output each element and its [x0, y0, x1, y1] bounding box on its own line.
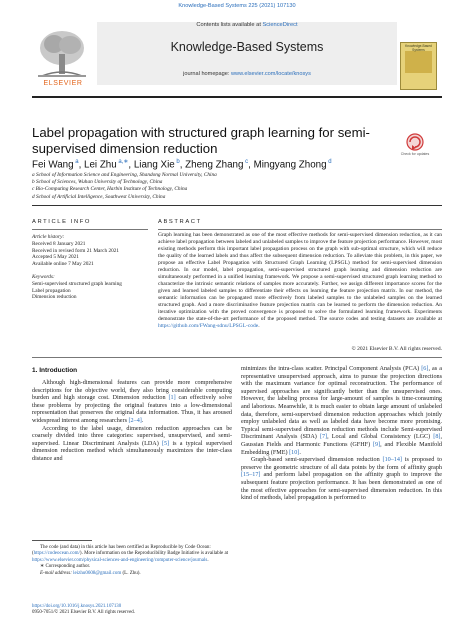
text-run: can effectively solve these problems by projecting the original features into a low-dimensional representation that preserves the original data information. Thus, it has aroused widespread interest among researchers: [32, 395, 232, 424]
abstract-text: [158, 232, 442, 330]
author-name[interactable]: , Mingyang Zhong: [248, 159, 327, 171]
text-run: .: [207, 557, 209, 563]
body-column-left: [32, 380, 232, 464]
author-name[interactable]: , Lei Zhu: [78, 159, 117, 171]
citation-link[interactable]: [9]: [372, 441, 381, 448]
homepage-link[interactable]: www.elsevier.com/locate/knosys: [231, 71, 311, 77]
footnotes: [32, 545, 232, 577]
author-affil-mark[interactable]: c: [243, 159, 249, 165]
elsevier-badge-link[interactable]: https://www.elsevier.com/physical-sciences-and-engineering/computer-science/journals: [32, 557, 208, 563]
footnote-rule: [32, 540, 92, 541]
affiliation-item: c Bio-Computing Research Center, Harbin Institute of Technology, China: [32, 186, 188, 193]
author-list: [32, 158, 442, 170]
code-ocean-note: [32, 545, 232, 564]
header-rule: [32, 96, 442, 98]
abstract-end: .: [258, 323, 260, 329]
affiliation-item: d School of Artificial Intelligence, Southwest University, China: [32, 193, 166, 200]
email-link[interactable]: leizhu0608@gmail.com: [73, 570, 122, 576]
text-run: minimizes the intra-class scatter. Principal Component Analysis (PCA): [241, 366, 422, 372]
paragraph: [241, 457, 442, 503]
publication-info: [32, 604, 232, 616]
text-run: Graph-based semi-supervised dimension reduction: [251, 457, 383, 464]
code-repo-link[interactable]: https://github.com/FWang-sdnu/LPSGL-code: [158, 323, 259, 329]
elsevier-wordmark: ELSEVIER: [43, 80, 83, 87]
citation-link[interactable]: [7]: [319, 434, 328, 441]
author-name[interactable]: Fei Wang: [32, 159, 74, 171]
text-run: is a typical supervised dimension reduction method which simultaneously maximizes the inter-class distance and: [32, 440, 232, 462]
abstract-heading: ABSTRACT: [158, 219, 202, 225]
author-name[interactable]: , Zheng Zhang: [179, 159, 244, 171]
citation-link[interactable]: [2–4]: [128, 417, 142, 424]
history-line: Received in revised form 21 March 2021: [32, 247, 120, 254]
text-run: , Gaussian Fields and Harmonic Functions (GFHF): [241, 434, 442, 448]
affiliation-list: [32, 172, 442, 201]
author-name[interactable]: , Liang Xie: [128, 159, 175, 171]
text-run: is proposed to preserve the geometric structure of all data points by the form of affinity graph: [241, 457, 442, 471]
contents-prefix: Contents lists available at: [196, 22, 263, 28]
cover-title: Knowledge-Based Systems: [405, 44, 432, 52]
article-info-body: [32, 234, 150, 301]
journal-name: Knowledge-Based Systems: [170, 40, 324, 54]
author-affil-mark[interactable]: a: [73, 159, 79, 165]
paragraph: [32, 380, 232, 426]
email-note: [32, 571, 232, 577]
author-affil-mark[interactable]: b: [174, 159, 180, 165]
contents-line: [97, 22, 397, 28]
check-for-updates-icon[interactable]: [390, 131, 440, 161]
keywords-label: Keywords:: [32, 273, 55, 280]
citation-link[interactable]: [6]: [421, 366, 429, 372]
abstract-rule: [158, 229, 442, 230]
elsevier-tree-logo: [32, 24, 92, 86]
citation-link[interactable]: [10–14]: [382, 457, 402, 464]
citation-link[interactable]: [10]: [289, 449, 300, 456]
cover-artwork: [405, 51, 432, 73]
text-run: , and Flexible Manifold Embedding (FME): [241, 441, 442, 456]
citation-link[interactable]: [5]: [162, 440, 170, 447]
affiliation-item: b School of Sciences, Wuhan University of Technology, China: [32, 179, 163, 186]
issn-line: 0950-7051/© 2021 Elsevier B.V. All rights reserved.: [32, 610, 135, 616]
text-run: ). More information on the Reproducibility Badge Initiative is available at: [79, 551, 229, 557]
journal-homepage: [97, 71, 397, 77]
article-info-heading: ARTICLE INFO: [32, 219, 92, 225]
history-line: Accepted 5 May 2021: [32, 254, 79, 261]
article-history-label: Article history:: [32, 234, 65, 240]
text-run: (L. Zhu).: [121, 570, 141, 576]
abstract-copyright: © 2021 Elsevier B.V. All rights reserved.: [351, 346, 442, 352]
introduction-heading: 1. Introduction: [32, 367, 78, 374]
keyword-item: Label propagation: [32, 287, 71, 294]
author-affil-mark[interactable]: a,∗: [116, 159, 129, 165]
doi-link[interactable]: https://doi.org/10.1016/j.knosys.2021.107130: [32, 604, 122, 609]
article-info-rule: [32, 229, 148, 230]
text-run: The code (and data) in this article has been certified as Reproducible by Code Ocean: (: [32, 545, 211, 557]
abstract-bottom-rule: [32, 357, 442, 358]
affiliation-item: a School of Information Science and Engineering, Shandong Normal University, China: [32, 172, 217, 178]
keyword-item: Dimension reduction: [32, 294, 77, 301]
section-rule: [32, 205, 442, 206]
text-run: .: [299, 449, 301, 456]
article-title: Label propagation with structured graph learning for semi-supervised dimension reduction: [32, 125, 370, 156]
paragraph: [32, 426, 232, 464]
body-column-right: [241, 366, 442, 503]
abstract-body: Graph learning has been demonstrated as one of the most effective methods for semi-supervised dimension reduction, as it can achieve label propagation between labeled and unlabeled samples to improve the feature projection performance. However, most existing methods perform this important label propagation process on the graph with sub-optimal structure, which will reduce the quality of the learned labels and thus affect the subsequent dimension reduction. To alleviate this problem, in this paper, we propose an effective Label Propagation with Structured Graph Learning (LPSGL) method for semi-supervised dimension reduction. In our model, label propagation, semi-supervised structured graph learning and dimension reduction are simultaneously performed in a unified learning framework. We propose a semi-supervised structured graph learning method to characterize the intrinsic semantic relations of samples more accurately. Further, we assign different importance scores for the given and learned labeled samples to differentiate their effects on learning the feature projection matrix. In our method, the semantic information can be propagated more effectively from labeled samples to the unlabeled samples on the learned structured graph. And a more discriminative feature projection matrix can be learned to perform the dimension reduction. An iterative optimization with the proved convergence is proposed to solve the formulated learning framework. Experiments demonstrate the state-of-the-art performance of the proposed method. The source codes and testing datasets are available at: [158, 232, 442, 322]
citation-link[interactable]: [15–17]: [241, 472, 261, 479]
author-affil-mark[interactable]: d: [326, 159, 332, 165]
email-label: E-mail address:: [40, 570, 74, 576]
keyword-item: Semi-supervised structured graph learning: [32, 280, 122, 287]
text-run: , as a representative unsupervised approach, aims to pursue the projection directions with the maximum variance for optimal reconstruction. The performance of supervised approaches are significantly better than the unsupervised ones. However, the labeling process for large-amount of samples is time-consuming and laborious. Meanwhile, it is much easier to obtain large amount of unlabeled data, therefore, semi-supervised dimension reduction approaches which jointly employ unlabeled data as well as labeled data have become more promising. Typical semi-supervised dimension reduction methods include Semi-supervised Discriminant Analysis (SDA): [241, 366, 442, 441]
citation-link[interactable]: [1]: [168, 395, 176, 402]
check-for-updates-label: Check for updates: [400, 152, 430, 156]
text-run: According to the label usage, dimension reduction approaches can be coarsely divided into three categories: supervised, unsupervised, and semi-supervised. Linear Discriminant Analysis (LDA): [32, 425, 232, 447]
paragraph: [241, 366, 442, 457]
codeocean-link[interactable]: https://codeocean.com/: [33, 551, 80, 557]
text-run: , Local and Global Consistency (LGC): [327, 434, 434, 441]
homepage-prefix: journal homepage:: [183, 71, 231, 77]
citation-link[interactable]: [8]: [433, 434, 441, 441]
text-run: .: [141, 417, 144, 424]
history-line: Received 8 January 2021: [32, 240, 86, 247]
sciencedirect-link[interactable]: ScienceDirect: [262, 22, 298, 28]
history-line: Available online 7 May 2021: [32, 261, 94, 268]
corresponding-author-note: ∗ Corresponding author.: [40, 564, 91, 570]
journal-citation[interactable]: Knowledge-Based Systems 225 (2021) 107130: [178, 3, 296, 9]
text-run: Although high-dimensional features can provide more comprehensive descriptions for the objective world, they also bring considerable computing burden and high storage cost. Dimension reduction: [32, 380, 232, 402]
text-run: and perform label propagation on the affinity graph to improve the subsequent feature projection performance. It has been demonstrated as one of the most effective approaches for semi-supervised dimension reduction. In this kind of methods, label propagation is performed to: [241, 472, 442, 502]
